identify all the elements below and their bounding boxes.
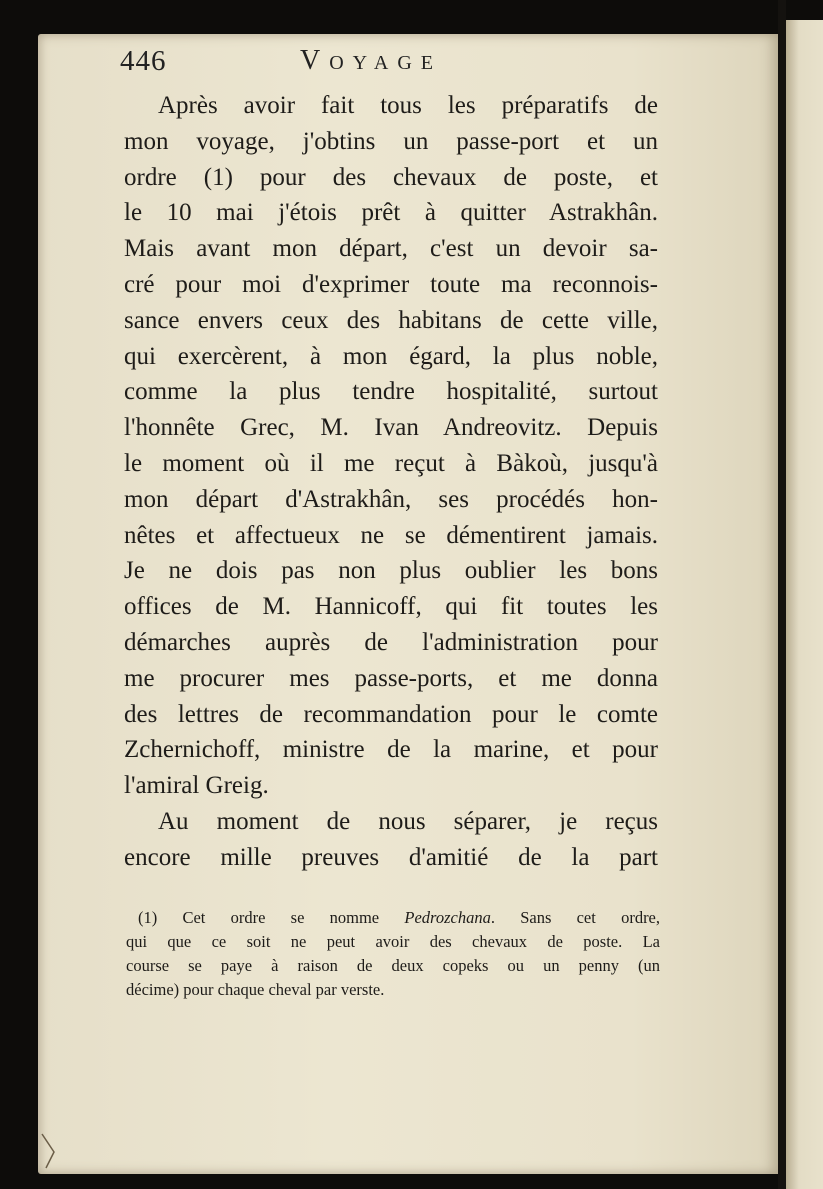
footnote-line: qui que ce soit ne peut avoir des chevaux de poste. La (126, 932, 660, 951)
text-line: qui exercèrent, à mon égard, la plus noble, (124, 342, 658, 370)
text-line: comme la plus tendre hospitalité, surtout (124, 378, 658, 406)
text-line: démarches auprès de l'administration pour (124, 628, 658, 656)
text-line: mon départ d'Astrakhân, ses procédés hon- (124, 485, 658, 513)
page-corner-wear (40, 1130, 70, 1170)
text-line: le moment où il me reçut à Bàkoù, jusqu'à (124, 449, 658, 477)
running-title: Voyage (300, 45, 442, 76)
text-line: nêtes et affectueux ne se démentirent jamais. (124, 521, 658, 549)
text-line: ordre (1) pour des chevaux de poste, et (124, 163, 658, 191)
text-line: Zchernichoff, ministre de la marine, et pour (124, 736, 658, 764)
book-gutter (778, 0, 786, 1189)
footnote-text: (1) Cet ordre se nomme (138, 908, 405, 927)
footnote-line (126, 906, 660, 930)
text-line: sance envers ceux des habitans de cette ville, (124, 306, 658, 334)
text-line: me procurer mes passe-ports, et me donna (124, 664, 658, 692)
text-line: Je ne dois pas non plus oublier les bons (124, 557, 658, 585)
text-line: encore mille preuves d'amitié de la part (124, 843, 658, 871)
text-line: l'honnête Grec, M. Ivan Andreovitz. Depuis (124, 414, 658, 442)
body-text (124, 88, 658, 876)
text-line: des lettres de recommandation pour le comte (124, 700, 658, 728)
text-line: mon voyage, j'obtins un passe-port et un (124, 127, 658, 155)
text-line: Après avoir fait tous les préparatifs de (158, 92, 658, 119)
footnote-line: course se paye à raison de deux copeks ou un penny (un (126, 956, 660, 975)
text-line: le 10 mai j'étois prêt à quitter Astrakhân. (124, 199, 658, 227)
text-line: offices de M. Hannicoff, qui fit toutes les (124, 593, 658, 621)
page-header (120, 45, 680, 85)
page-number: 446 (120, 45, 167, 77)
text-line: Au moment de nous séparer, je reçus (158, 807, 658, 835)
text-line: l'amiral Greig. (124, 772, 269, 800)
text-line: cré pour moi d'exprimer toute ma reconnois- (124, 270, 658, 298)
footnote-line: décime) pour chaque cheval par verste. (126, 980, 385, 999)
facing-page-edge (786, 20, 823, 1189)
footnote (126, 906, 660, 1002)
text-line: Mais avant mon départ, c'est un devoir sa- (124, 235, 658, 263)
footnote-term: Pedrozchana (404, 908, 491, 927)
footnote-text: . Sans cet ordre, (490, 908, 661, 927)
